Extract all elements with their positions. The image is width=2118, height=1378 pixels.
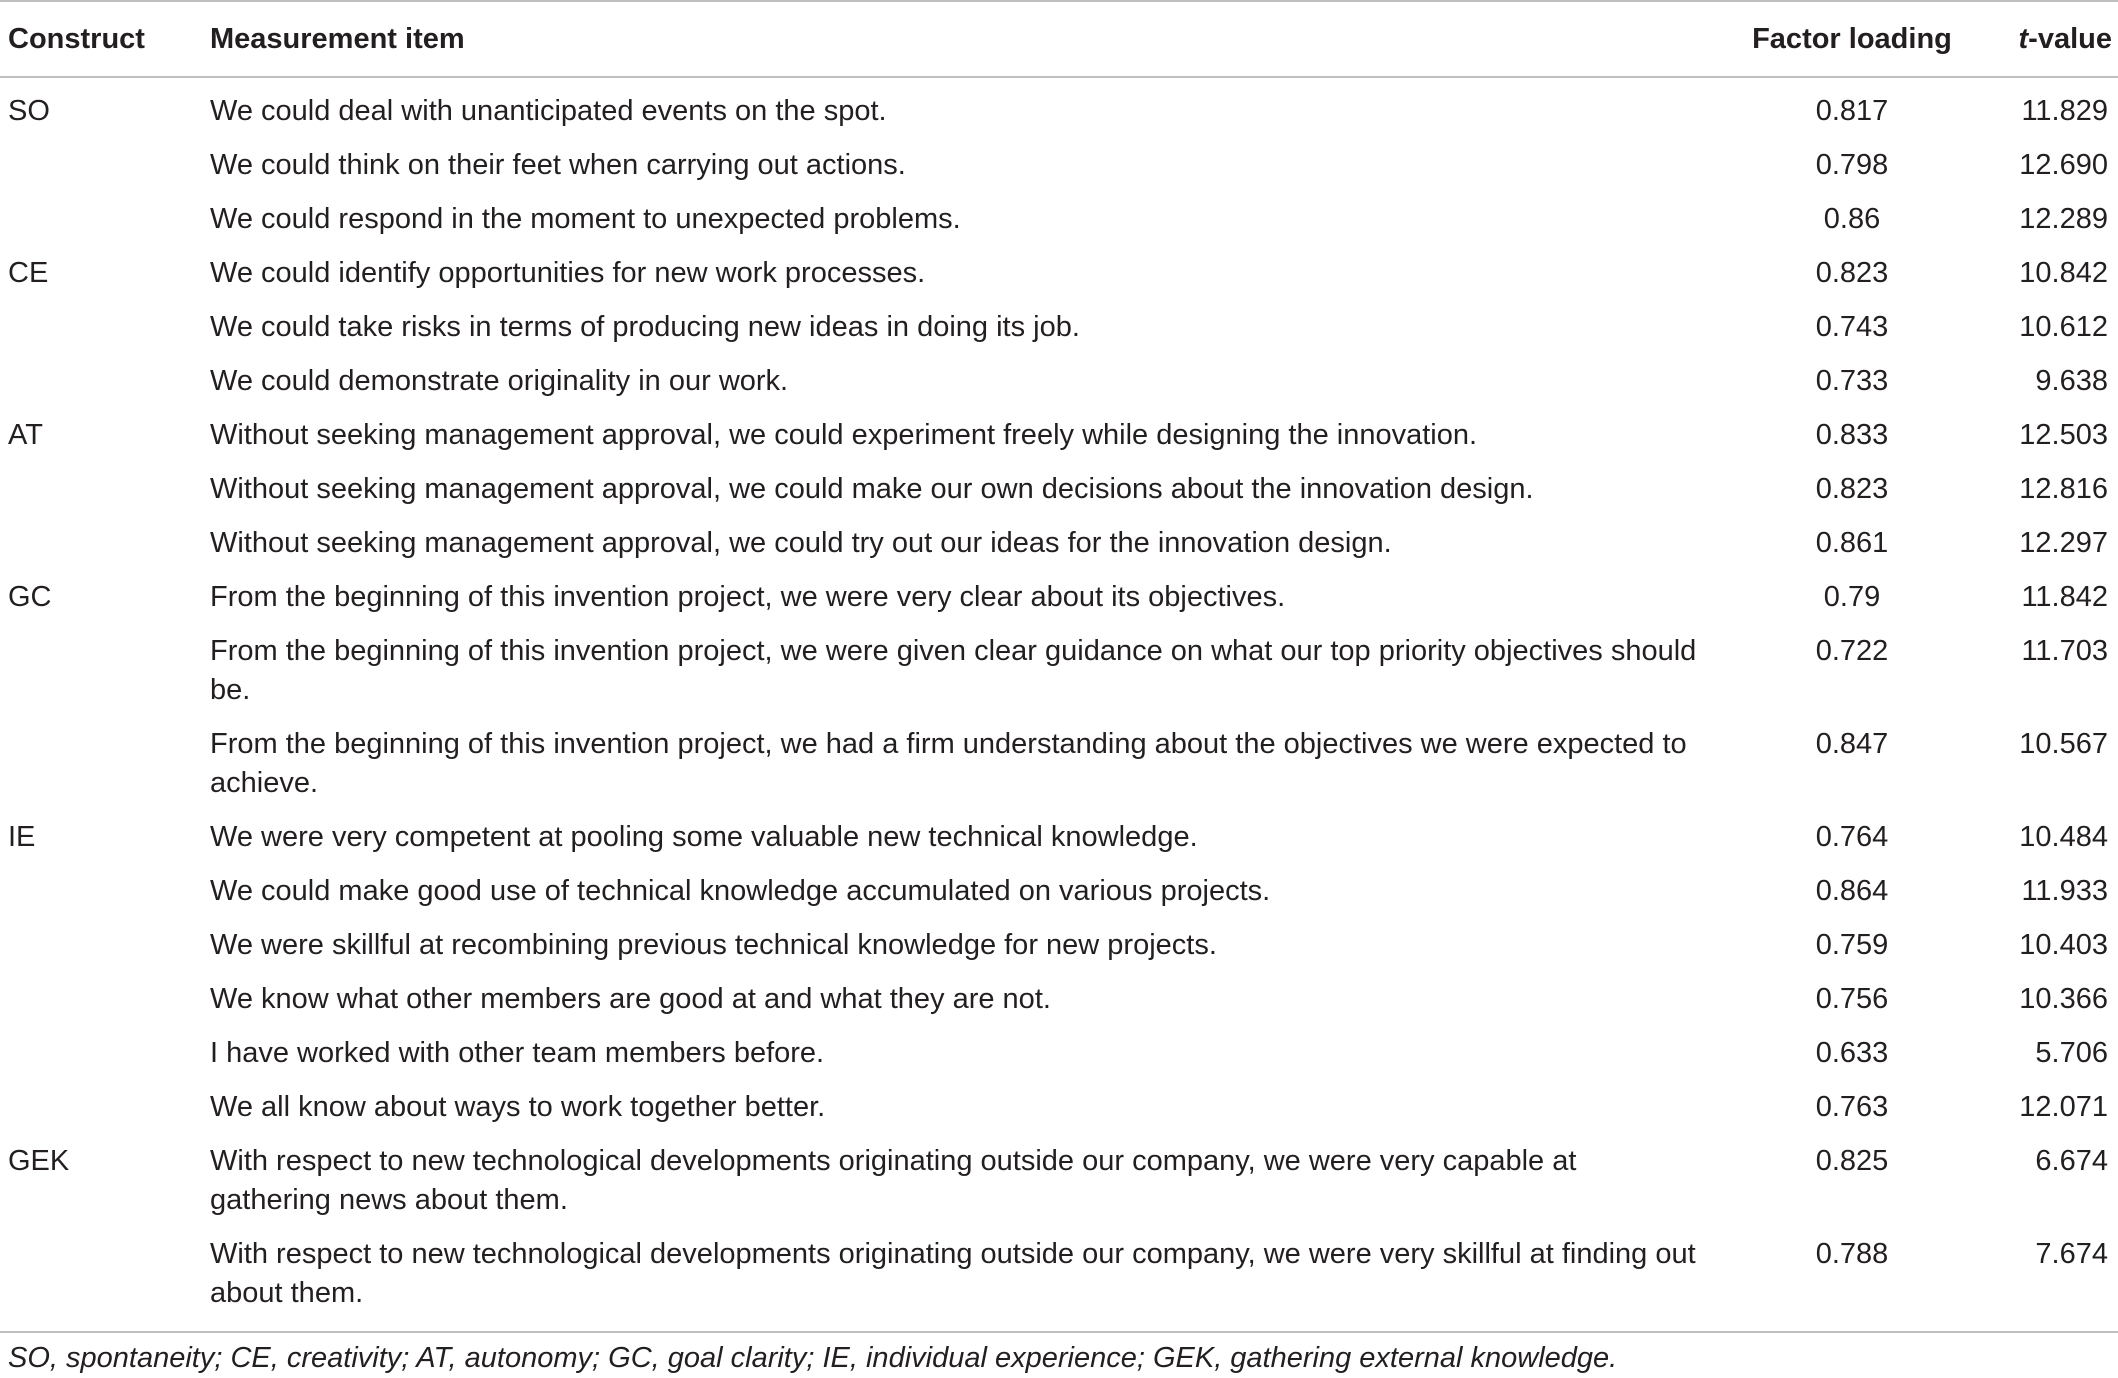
cell-factor-loading: 0.733 (1815, 365, 1889, 397)
table-row (0, 811, 2118, 865)
header-construct: Construct (8, 22, 145, 55)
header-factor-loading: Factor loading (1752, 22, 1952, 55)
cell-factor-loading: 0.823 (1815, 257, 1889, 289)
cell-t-value: 12.816 (2019, 473, 2108, 505)
cell-measurement-item: From the beginning of this invention project, we were given clear guidance on what our top priority objectives should be. (210, 635, 1697, 706)
cell-measurement-item: We could make good use of technical knowledge accumulated on various projects. (210, 875, 1271, 907)
cell-construct (0, 301, 202, 355)
table-row (0, 193, 2118, 247)
cell-factor-loading: 0.861 (1815, 527, 1889, 559)
table-row (0, 865, 2118, 919)
table-row (0, 355, 2118, 409)
cell-measurement-item: We all know about ways to work together better. (210, 1091, 826, 1123)
cell-t-value: 12.503 (2019, 419, 2108, 451)
cell-measurement-item: Without seeking management approval, we could experiment freely while designing the innovation. (210, 419, 1478, 451)
cell-factor-loading: 0.743 (1815, 311, 1889, 343)
cell-measurement-item: I have worked with other team members before. (210, 1037, 825, 1069)
cell-t-value: 9.638 (2035, 365, 2108, 397)
cell-measurement-item: We could demonstrate originality in our work. (210, 365, 789, 397)
cell-t-value: 5.706 (2035, 1037, 2108, 1069)
cell-construct: CE (8, 257, 49, 289)
cell-factor-loading: 0.764 (1815, 821, 1889, 853)
header-t-value (1972, 1, 2118, 77)
cell-t-value: 10.567 (2019, 728, 2108, 760)
cell-factor-loading: 0.759 (1815, 929, 1889, 961)
table-row (0, 139, 2118, 193)
cell-factor-loading: 0.825 (1815, 1145, 1889, 1177)
cell-factor-loading: 0.633 (1815, 1037, 1889, 1069)
cell-factor-loading: 0.817 (1815, 95, 1889, 127)
cell-construct: SO (8, 95, 50, 127)
cell-t-value: 10.612 (2019, 311, 2108, 343)
cell-construct (0, 919, 202, 973)
table-row (0, 1081, 2118, 1135)
cell-measurement-item: We could identify opportunities for new work processes. (210, 257, 926, 289)
cell-factor-loading: 0.823 (1815, 473, 1889, 505)
cell-construct (0, 355, 202, 409)
cell-factor-loading: 0.798 (1815, 149, 1889, 181)
cell-t-value: 11.829 (2021, 95, 2108, 127)
cell-construct (0, 1228, 202, 1332)
cell-construct (0, 718, 202, 811)
table-row (0, 301, 2118, 355)
cell-factor-loading: 0.722 (1815, 635, 1889, 667)
cell-measurement-item: We were skillful at recombining previous technical knowledge for new projects. (210, 929, 1217, 961)
cell-measurement-item: We could deal with unanticipated events on the spot. (210, 95, 887, 127)
cell-measurement-item: Without seeking management approval, we could try out our ideas for the innovation design. (210, 527, 1392, 559)
table-row (0, 517, 2118, 571)
table-body (0, 77, 2118, 1332)
table-header (0, 1, 2118, 77)
cell-measurement-item: With respect to new technological developments originating outside our company, we were very skillful at finding out about them. (210, 1238, 1696, 1309)
table-row (0, 718, 2118, 811)
cell-t-value: 10.403 (2019, 929, 2108, 961)
table-footnote: SO, spontaneity; CE, creativity; AT, autonomy; GC, goal clarity; IE, individual experience; GEK, gathering external knowledge. (8, 1342, 1618, 1374)
cell-t-value: 6.674 (2035, 1145, 2108, 1177)
cell-measurement-item: We were very competent at pooling some valuable new technical knowledge. (210, 821, 1198, 853)
cell-t-value: 10.842 (2019, 257, 2108, 289)
cell-t-value: 12.297 (2019, 527, 2108, 559)
cell-t-value: 10.366 (2019, 983, 2108, 1015)
cell-measurement-item: From the beginning of this invention project, we had a firm understanding about the objectives we were expected to achieve. (210, 728, 1687, 799)
cell-construct (0, 865, 202, 919)
header-row (0, 1, 2118, 77)
table-row (0, 1027, 2118, 1081)
cell-factor-loading: 0.79 (1823, 581, 1881, 613)
header-measurement-item: Measurement item (210, 22, 465, 55)
cell-construct (0, 463, 202, 517)
cell-construct: IE (8, 821, 36, 853)
table-row (0, 1135, 2118, 1228)
cell-factor-loading: 0.756 (1815, 983, 1889, 1015)
header-t-value-suffix: -value (2028, 22, 2112, 55)
cell-construct: GEK (8, 1145, 70, 1177)
cell-t-value: 7.674 (2035, 1238, 2108, 1270)
cell-t-value: 11.842 (2021, 581, 2108, 613)
table-row (0, 463, 2118, 517)
cell-t-value: 10.484 (2019, 821, 2108, 853)
cell-t-value: 12.071 (2019, 1091, 2108, 1123)
table-row (0, 409, 2118, 463)
cell-t-value: 12.289 (2019, 203, 2108, 235)
table-row (0, 973, 2118, 1027)
cell-measurement-item: Without seeking management approval, we could make our own decisions about the innovation design. (210, 473, 1534, 505)
cell-measurement-item: We could take risks in terms of producing new ideas in doing its job. (210, 311, 1080, 343)
cell-construct: AT (8, 419, 43, 451)
cell-factor-loading: 0.833 (1815, 419, 1889, 451)
cell-t-value: 12.690 (2019, 149, 2108, 181)
cell-construct (0, 1027, 202, 1081)
cell-factor-loading: 0.86 (1823, 203, 1881, 235)
cell-measurement-item: We could respond in the moment to unexpected problems. (210, 203, 961, 235)
cell-construct (0, 625, 202, 718)
cell-measurement-item: We could think on their feet when carrying out actions. (210, 149, 906, 181)
cell-t-value: 11.933 (2021, 875, 2108, 907)
table-row (0, 77, 2118, 139)
cell-factor-loading: 0.763 (1815, 1091, 1889, 1123)
table-row (0, 571, 2118, 625)
cell-measurement-item: With respect to new technological developments originating outside our company, we were very capable at gathering news about them. (210, 1145, 1577, 1216)
header-t-value-italic: t (2018, 22, 2029, 55)
cell-construct (0, 517, 202, 571)
cell-factor-loading: 0.864 (1815, 875, 1889, 907)
cell-construct (0, 139, 202, 193)
cell-construct: GC (8, 581, 52, 613)
cell-construct (0, 973, 202, 1027)
cell-construct (0, 193, 202, 247)
table-row (0, 1228, 2118, 1332)
cell-factor-loading: 0.788 (1815, 1238, 1889, 1270)
cell-measurement-item: We know what other members are good at and what they are not. (210, 983, 1051, 1015)
cell-factor-loading: 0.847 (1815, 728, 1889, 760)
cell-t-value: 11.703 (2021, 635, 2108, 667)
cell-measurement-item: From the beginning of this invention project, we were very clear about its objectives. (210, 581, 1286, 613)
cell-construct (0, 1081, 202, 1135)
table-row (0, 919, 2118, 973)
table-row (0, 625, 2118, 718)
table-row (0, 247, 2118, 301)
